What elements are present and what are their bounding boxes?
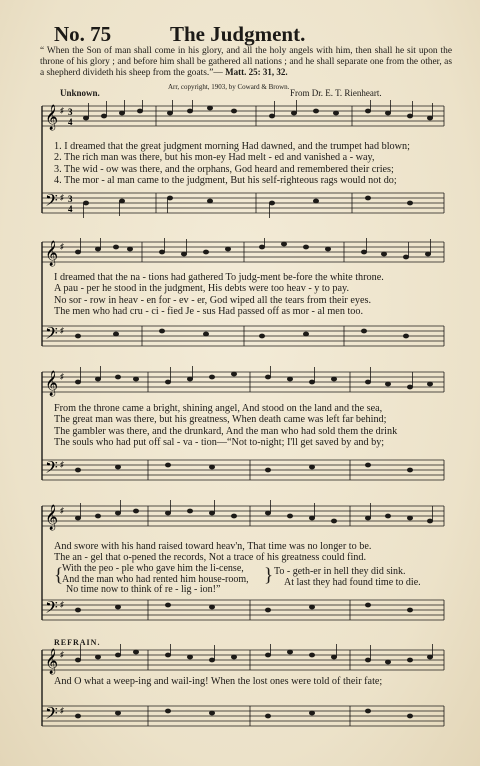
lyric-line: From the throne came a bright, shining angel, And stood on the land and the sea,	[54, 403, 383, 414]
lyric-line: And the man who had rented him house-room,	[62, 573, 249, 585]
svg-text:♯: ♯	[60, 193, 64, 202]
svg-text:♯: ♯	[60, 600, 64, 609]
lyric-line: 1. I dreamed that the great judgment morning Had dawned, and the trumpet had blown;	[54, 141, 410, 152]
lyrics-refrain	[54, 676, 382, 687]
hymn-number: No. 75	[54, 22, 112, 46]
bass-clef-icon: 𝄢	[45, 705, 58, 727]
refrain-label: REFRAIN.	[54, 638, 101, 647]
lyric-line: 2. The rich man was there, but his mon-ey Had melt - ed and vanished a - way,	[54, 152, 375, 164]
lyric-line: To - geth-er in hell they did sink.	[274, 566, 406, 577]
scripture-text: “ When the Son of man shall come in his glory, and all the holy angels with him, then shall he sit upon the throne of his glory ; and before him shall be gathered all nations ; and he shall separate one from the other, as a shepherd divideth his sheep from the goats.”—	[40, 46, 452, 79]
scripture-reference: Matt. 25: 31, 32.	[225, 67, 288, 78]
lyrics-system-3	[54, 403, 397, 448]
scripture-quote	[40, 46, 452, 79]
svg-text:4: 4	[68, 117, 73, 127]
lyric-line: The great man was there, but his greatness, When death came was left far behind;	[54, 414, 387, 426]
treble-clef-icon: 𝄞	[45, 370, 59, 395]
lyric-line: With the peo - ple who gave him the li-cense,	[62, 563, 244, 574]
lyric-line: And O what a weep-ing and wail-ing! When the lost ones were told of their fate;	[54, 676, 383, 687]
bass-clef-icon: 𝄢	[45, 599, 58, 621]
lyrics-system-2	[54, 272, 384, 317]
treble-clef-icon: 𝄞	[45, 648, 59, 673]
treble-clef-icon: 𝄞	[45, 240, 59, 265]
music-credit: From Dr. E. T. Rienheart.	[290, 88, 382, 98]
lyric-line: The gambler was there, and the drunkard, And the man who had sold them the drink	[54, 425, 398, 437]
lyric-line: No sor - row in heav - en for - ev - er, God wiped all the tears from their eyes.	[54, 294, 371, 306]
treble-clef-icon: 𝄞	[45, 504, 59, 529]
svg-text:♯: ♯	[60, 106, 64, 115]
lyric-line: The men who had cru - ci - fied Je - sus Had passed off as mor - al men too.	[54, 305, 364, 317]
right-brace: }	[264, 565, 274, 586]
lyrics-system-4	[54, 541, 371, 564]
music-system-refrain	[38, 644, 448, 758]
lyric-line: A pau - per he stood in the judgment, His debts were too heav - y to pay.	[54, 283, 349, 295]
lyric-line: No time now to think of re - lig - ion!”	[66, 584, 221, 595]
copyright-note: Arr, copyright, 1903, by Coward & Brown.	[168, 83, 290, 91]
svg-text:3: 3	[68, 194, 73, 204]
hymn-title: The Judgment.	[170, 22, 306, 46]
svg-text:♯: ♯	[60, 326, 64, 335]
svg-text:4: 4	[68, 204, 73, 214]
svg-text:♯: ♯	[60, 372, 64, 381]
bass-clef-icon: 𝄢	[45, 325, 58, 347]
lyric-line: The souls who had put off sal - va - tion—“Not to-night; I'll get saved by and by;	[54, 436, 385, 448]
lyric-line: I dreamed that the na - tions had gathered To judg-ment be-fore the white throne.	[54, 272, 384, 283]
svg-text:♯: ♯	[60, 242, 64, 251]
svg-text:♯: ♯	[60, 650, 64, 659]
treble-clef-icon: 𝄞	[45, 104, 59, 129]
svg-text:♯: ♯	[60, 706, 64, 715]
lyric-line: 4. The mor - al man came to the judgment, But his self-righteous rags would not do;	[54, 174, 397, 186]
svg-text:♯: ♯	[60, 460, 64, 469]
lyric-line: And swore with his hand raised toward heav'n, That time was no longer to be.	[54, 541, 372, 552]
left-brace: {	[54, 565, 64, 586]
words-credit: Unknown.	[60, 88, 100, 98]
bass-clef-icon: 𝄢	[45, 192, 58, 214]
svg-text:3: 3	[68, 107, 73, 117]
lyric-line: The an - gel that o-pened the records, Not a trace of his greatness could find.	[54, 552, 367, 564]
svg-text:♯: ♯	[60, 506, 64, 515]
bass-clef-icon: 𝄢	[45, 459, 58, 481]
lyric-line: 3. The wid - ow was there, and the orphans, God heard and remembered their cries;	[54, 163, 394, 175]
lyrics-system-1	[54, 141, 410, 186]
lyric-line: At last they had found time to die.	[284, 577, 421, 588]
